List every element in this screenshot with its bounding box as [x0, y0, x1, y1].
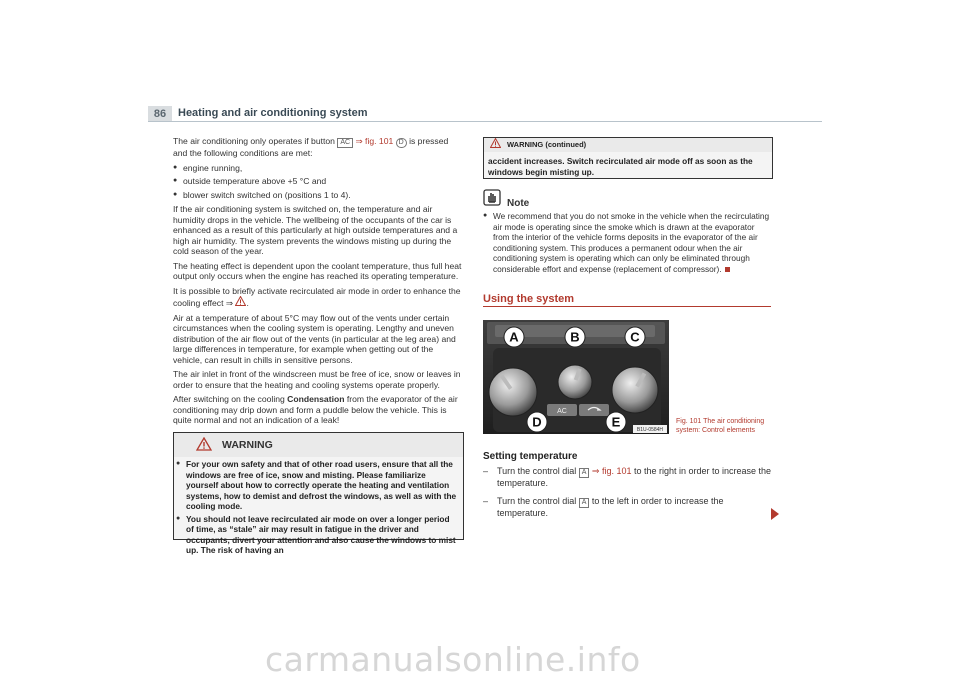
warning-list: [176, 459, 459, 556]
paragraph: Air at a temperature of about 5°C may flow out of the vents under certain circumstances when the cooling system is operating. Lengthy and uneven distribution of the air flow out of the vents (in particular at the leg area) and large differences in temperature, for example when getting out of the vehicle, can result in chills in sensitive persons.: [173, 312, 456, 365]
text: After switching on the cooling: [173, 394, 288, 404]
note-body: We recommend that you do not smoke in the vehicle when the recirculating air mode is operating since the smoke which is drawn at the evaporator from the interior of the vehicle forms deposits in the evaporator of the air conditioning system. This produces a permanent odour when the air conditioning system is operating which can only be eliminated through considerable effort and expense (replacement of compressor).: [493, 211, 770, 274]
step-text: [483, 466, 775, 489]
callout-label: A: [509, 329, 519, 345]
step-decrease: [483, 496, 775, 519]
left-column: [173, 136, 462, 430]
warning-continued-text: accident increases. Switch recirculated air mode off as soon as the windows begin misting up.: [488, 156, 753, 177]
paragraph-condensation: [173, 394, 462, 426]
dash: –: [483, 466, 489, 476]
note-list: [483, 211, 771, 274]
warning-header: [174, 433, 463, 457]
list-item: ● outside temperature above +5 °C and: [173, 176, 462, 187]
conditions-list: [173, 163, 462, 201]
page-header-title: Heating and air conditioning system: [178, 107, 368, 119]
callout-e: [606, 412, 626, 432]
text: is pressed and the following conditions are met:: [173, 136, 449, 158]
control-panel-figure: [483, 320, 669, 434]
paragraph: If the air conditioning system is switched on, the temperature and air humidity drops in the vehicle. The wellbeing of the occupants of the car is enhanced as a result of this particularly at high outside temperatures and a high air humidity. The system prevents the windows misting up during the cold season of the year.: [173, 204, 458, 256]
warning-continued-header: [484, 138, 772, 152]
warning-triangle-icon: [235, 296, 249, 309]
next-page-arrow-icon[interactable]: [771, 508, 779, 520]
callout-label: D: [532, 414, 542, 430]
note-title: Note: [507, 198, 530, 209]
fig-101-link[interactable]: ⇒ fig. 101: [355, 136, 394, 146]
header-divider: [148, 121, 822, 122]
list-item: ● For your own safety and that of other road users, ensure that all the windows are free of ice, snow and misting. Please familiarize yourself about how to correctly operate the heating and ventilation systems, how to demist and defrost the windows, as well as with the cooling mode.: [176, 459, 459, 512]
callout-d: [527, 412, 547, 432]
note-text: [483, 211, 771, 278]
step-text: [483, 496, 775, 519]
text: Turn the control dial: [497, 496, 579, 506]
text: to the right in order to increase the temperature.: [497, 466, 772, 488]
figure-caption: Fig. 101 The air conditioning system: Control elements: [676, 418, 765, 434]
warning-title: WARNING: [222, 438, 273, 451]
list-item: ● You should not leave recirculated air mode on over a longer period of time, as “stale” air may result in fatigue in the driver and occupants, divert your attention and also cause the windows to mist up. The risk of having an: [176, 514, 459, 556]
warning-continued-title: WARNING (continued): [507, 139, 587, 149]
end-of-section-icon: [725, 267, 730, 272]
list-item: ● blower switch switched on (positions 1 to 4).: [173, 190, 462, 201]
section-divider: [483, 306, 771, 307]
paragraph-recirculate: [173, 286, 462, 309]
warning-continued-box: [483, 137, 773, 179]
control-a-key: A: [579, 498, 590, 508]
figure-code: B1U-0584H: [636, 427, 664, 433]
note-hand-icon: [483, 189, 501, 209]
bold-term: Condensation: [287, 394, 345, 404]
ac-button-key: AC: [337, 138, 353, 148]
callout-label: E: [611, 414, 621, 430]
callout-b: [565, 327, 585, 347]
page-number: 86: [148, 106, 172, 122]
control-d-key: D: [396, 138, 407, 148]
warning-triangle-icon: [196, 437, 212, 454]
subsection-title: Setting temperature: [483, 451, 578, 462]
control-panel-illustration: [483, 320, 669, 434]
note-header: [483, 189, 529, 209]
text: It is possible to briefly activate recirculated air mode in order to enhance the cooling effect ⇒: [173, 285, 461, 308]
warning-box: [173, 432, 464, 555]
list-item: [483, 211, 771, 274]
ac-button-label: AC: [557, 408, 567, 415]
paragraph-ac-conditions: [173, 136, 462, 159]
control-a-key: A: [579, 468, 590, 478]
warning-body: [174, 457, 463, 556]
fig-101-link[interactable]: ⇒ fig. 101: [591, 466, 632, 476]
callout-c: [625, 327, 645, 347]
text: from the evaporator of the air conditioning may drip down and form a puddle below the vehicle. This is quite normal and not an indication of a leak!: [173, 394, 458, 425]
text: The air conditioning only operates if button: [173, 136, 338, 146]
callout-label: C: [630, 329, 640, 345]
dash: –: [483, 496, 489, 506]
callout-label: B: [570, 329, 580, 345]
watermark: carmanualsonline.info: [265, 640, 641, 679]
callout-a: [504, 327, 524, 347]
section-title: Using the system: [483, 293, 575, 305]
list-item: ● engine running,: [173, 163, 462, 174]
text: to the left in order to increase the temperature.: [497, 496, 724, 518]
paragraph: The air inlet in front of the windscreen must be free of ice, snow or leaves in order to ensure that the heating and cooling systems operate properly.: [173, 369, 461, 390]
text: Turn the control dial: [497, 466, 579, 476]
warning-triangle-icon: [490, 138, 501, 152]
step-increase: [483, 466, 775, 489]
paragraph: The heating effect is dependent upon the coolant temperature, thus full heat output only occurs when the engine has reached its operating temperature.: [173, 260, 462, 281]
text: .: [246, 298, 249, 308]
